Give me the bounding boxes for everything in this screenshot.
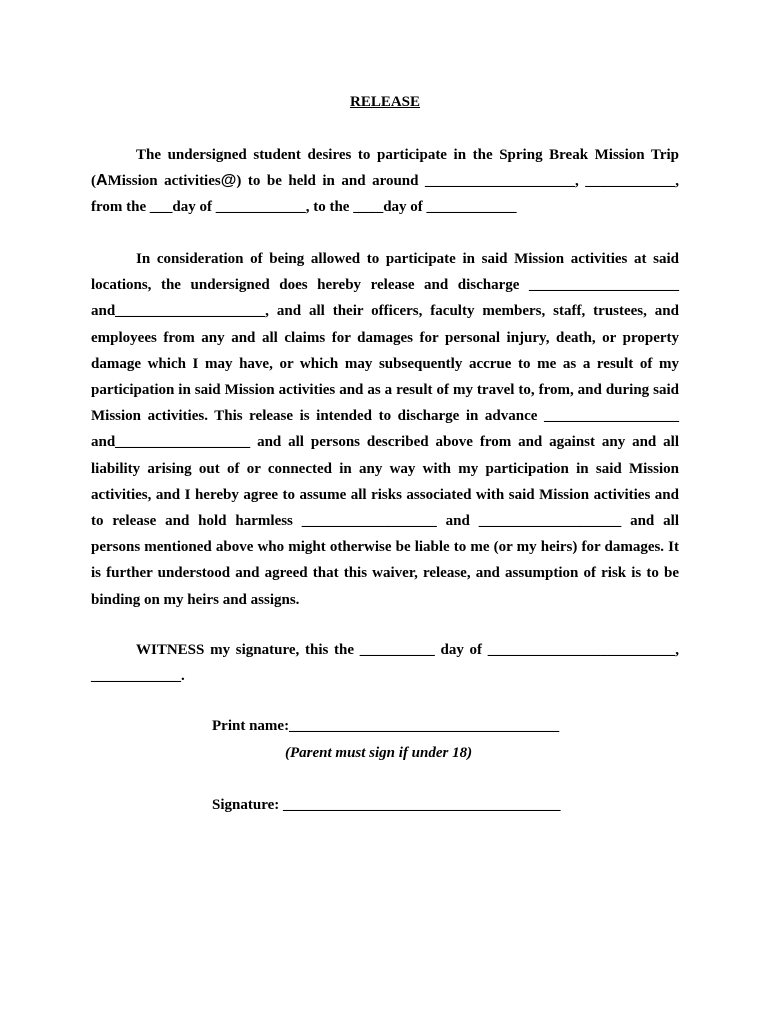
open-quote-glyph: A xyxy=(96,172,108,190)
paragraph-participation-text-1: The undersigned student desires to participate in the Spring Break Mission Trip ( xyxy=(91,147,679,190)
paragraph-participation-text-2: Mission activities xyxy=(107,173,221,190)
document-title: RELEASE xyxy=(349,94,421,110)
print-name-line: Print name:____________________________________ xyxy=(212,718,560,734)
paragraph-release-terms: In consideration of being allowed to participate in said Mission activities at said locations, the undersigned does hereby release and discharge ____________________ and____________________, and all their officers, faculty members, staff, trustees, and employees from any and all claims for damages for personal injury, death, or property damage which I may have, or which may subsequently accrue to me as a result of my participation in said Mission activities and as a result of my travel to, from, and during said Mission activities. This release is intended to discharge in advance __________________ and__________________ and all persons described above from and against any and all liability arising out of or connected in any way with my participation in said Mission activities, and I hereby agree to assume all risks associated with said Mission activities and to release and hold harmless __________________ and ___________________ and all persons mentioned above who might otherwise be liable to me (or my heirs) for damages. It is further understood and agreed that this waiver, release, and assumption of risk is to be binding on my heirs and assigns. xyxy=(91,251,679,608)
paragraph-participation-text-3: ) to be held in and around ____________________, ____________, from the ___day of ____________, to the ____day of ____________ xyxy=(91,173,680,216)
paragraph-witness: WITNESS my signature, this the __________ day of _________________________, ____________. xyxy=(91,642,679,685)
parent-signature-note: (Parent must sign if under 18) xyxy=(285,745,473,761)
signature-line: Signature: _____________________________________ xyxy=(212,797,561,813)
paragraph-participation xyxy=(91,142,679,221)
close-quote-glyph: @ xyxy=(220,172,237,190)
